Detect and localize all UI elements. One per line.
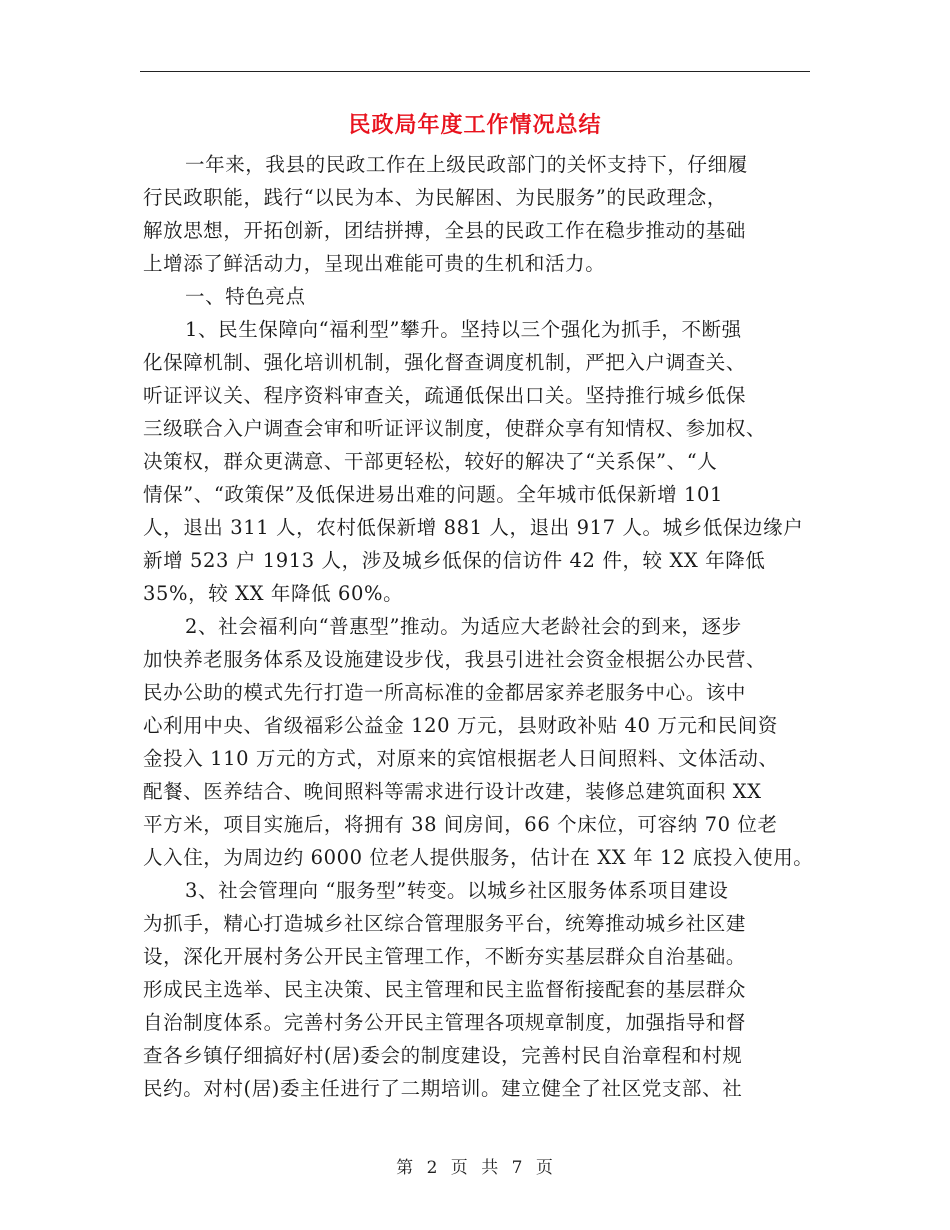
text-line: 加快养老服务体系及设施建设步伐，我县引进社会资金根据公办民营、 bbox=[143, 648, 767, 671]
text-line: 情保”、“政策保”及低保进易出难的问题。全年城市低保新增 101 bbox=[143, 483, 724, 506]
footer-page-word: 页 bbox=[450, 1158, 469, 1178]
text-line: 新增 523 户 1913 人，涉及城乡低保的信访件 42 件，较 XX 年降低 bbox=[143, 549, 766, 572]
footer-total-label: 共 bbox=[481, 1158, 500, 1178]
text-line: 一、特色亮点 bbox=[185, 285, 306, 308]
document-title: 民政局年度工作情况总结 bbox=[348, 113, 602, 138]
text-line: 自治制度体系。完善村务公开民主管理各项规章制度，加强指导和督 bbox=[143, 1011, 747, 1034]
text-line: 决策权，群众更满意、干部更轻松，较好的解决了“关系保”、“人 bbox=[143, 450, 718, 473]
text-line: 行民政职能，践行“以民为本、为民解困、为民服务”的民政理念， bbox=[143, 186, 727, 209]
text-line: 人入住，为周边约 6000 位老人提供服务，估计在 XX 年 12 底投入使用。 bbox=[143, 846, 814, 869]
footer-total-pages: 7 bbox=[511, 1158, 524, 1178]
text-line: 听证评议关、程序资料审查关，疏通低保出口关。坚持推行城乡低保 bbox=[143, 384, 747, 407]
text-line: 2、社会福利向“普惠型”推动。为适应大老龄社会的到来，逐步 bbox=[185, 615, 742, 638]
text-line: 心利用中央、省级福彩公益金 120 万元，县财政补贴 40 万元和民间资 bbox=[143, 714, 778, 737]
text-line: 民约。对村(居)委主任进行了二期培训。建立健全了社区党支部、社 bbox=[143, 1077, 743, 1100]
text-line: 解放思想，开拓创新，团结拼搏，全县的民政工作在稳步推动的基础 bbox=[143, 219, 747, 242]
footer-current-page: 2 bbox=[426, 1158, 439, 1178]
page-footer bbox=[0, 1153, 950, 1178]
footer-page-label: 第 bbox=[396, 1158, 415, 1178]
text-line: 形成民主选举、民主决策、民主管理和民主监督衔接配套的基层群众 bbox=[143, 978, 747, 1001]
text-line: 民办公助的模式先行打造一所高标准的金都居家养老服务中心。该中 bbox=[143, 681, 747, 704]
text-line: 为抓手，精心打造城乡社区综合管理服务平台，统筹推动城乡社区建 bbox=[143, 912, 747, 935]
text-line: 35%，较 XX 年降低 60%。 bbox=[143, 582, 404, 605]
text-line: 平方米，项目实施后，将拥有 38 间房间，66 个床位，可容纳 70 位老 bbox=[143, 813, 778, 836]
header-rule bbox=[140, 71, 810, 72]
text-line: 金投入 110 万元的方式，对原来的宾馆根据老人日间照料、文体活动、 bbox=[143, 747, 779, 770]
text-line: 设，深化开展村务公开民主管理工作，不断夯实基层群众自治基础。 bbox=[143, 945, 747, 968]
text-line: 3、社会管理向 “服务型”转变。以城乡社区服务体系项目建设 bbox=[185, 879, 729, 902]
text-line: 查各乡镇仔细搞好村(居)委会的制度建设，完善村民自治章程和村规 bbox=[143, 1044, 743, 1067]
text-line: 一年来，我县的民政工作在上级民政部门的关怀支持下，仔细履 bbox=[185, 153, 748, 176]
footer-total-word: 页 bbox=[535, 1158, 554, 1178]
text-line: 人，退出 311 人，农村低保新增 881 人，退出 917 人。城乡低保边缘户 bbox=[143, 516, 804, 539]
text-line: 化保障机制、强化培训机制，强化督查调度机制，严把入户调查关、 bbox=[143, 351, 747, 374]
text-line: 三级联合入户调查会审和听证评议制度，使群众享有知情权、参加权、 bbox=[143, 417, 767, 440]
text-line: 上增添了鲜活动力，呈现出难能可贵的生机和活力。 bbox=[143, 252, 606, 275]
text-line: 配餐、医养结合、晚间照料等需求进行设计改建，装修总建筑面积 XX bbox=[143, 780, 762, 803]
document-body bbox=[143, 148, 813, 1105]
text-line: 1、民生保障向“福利型”攀升。坚持以三个强化为抓手，不断强 bbox=[185, 318, 742, 341]
